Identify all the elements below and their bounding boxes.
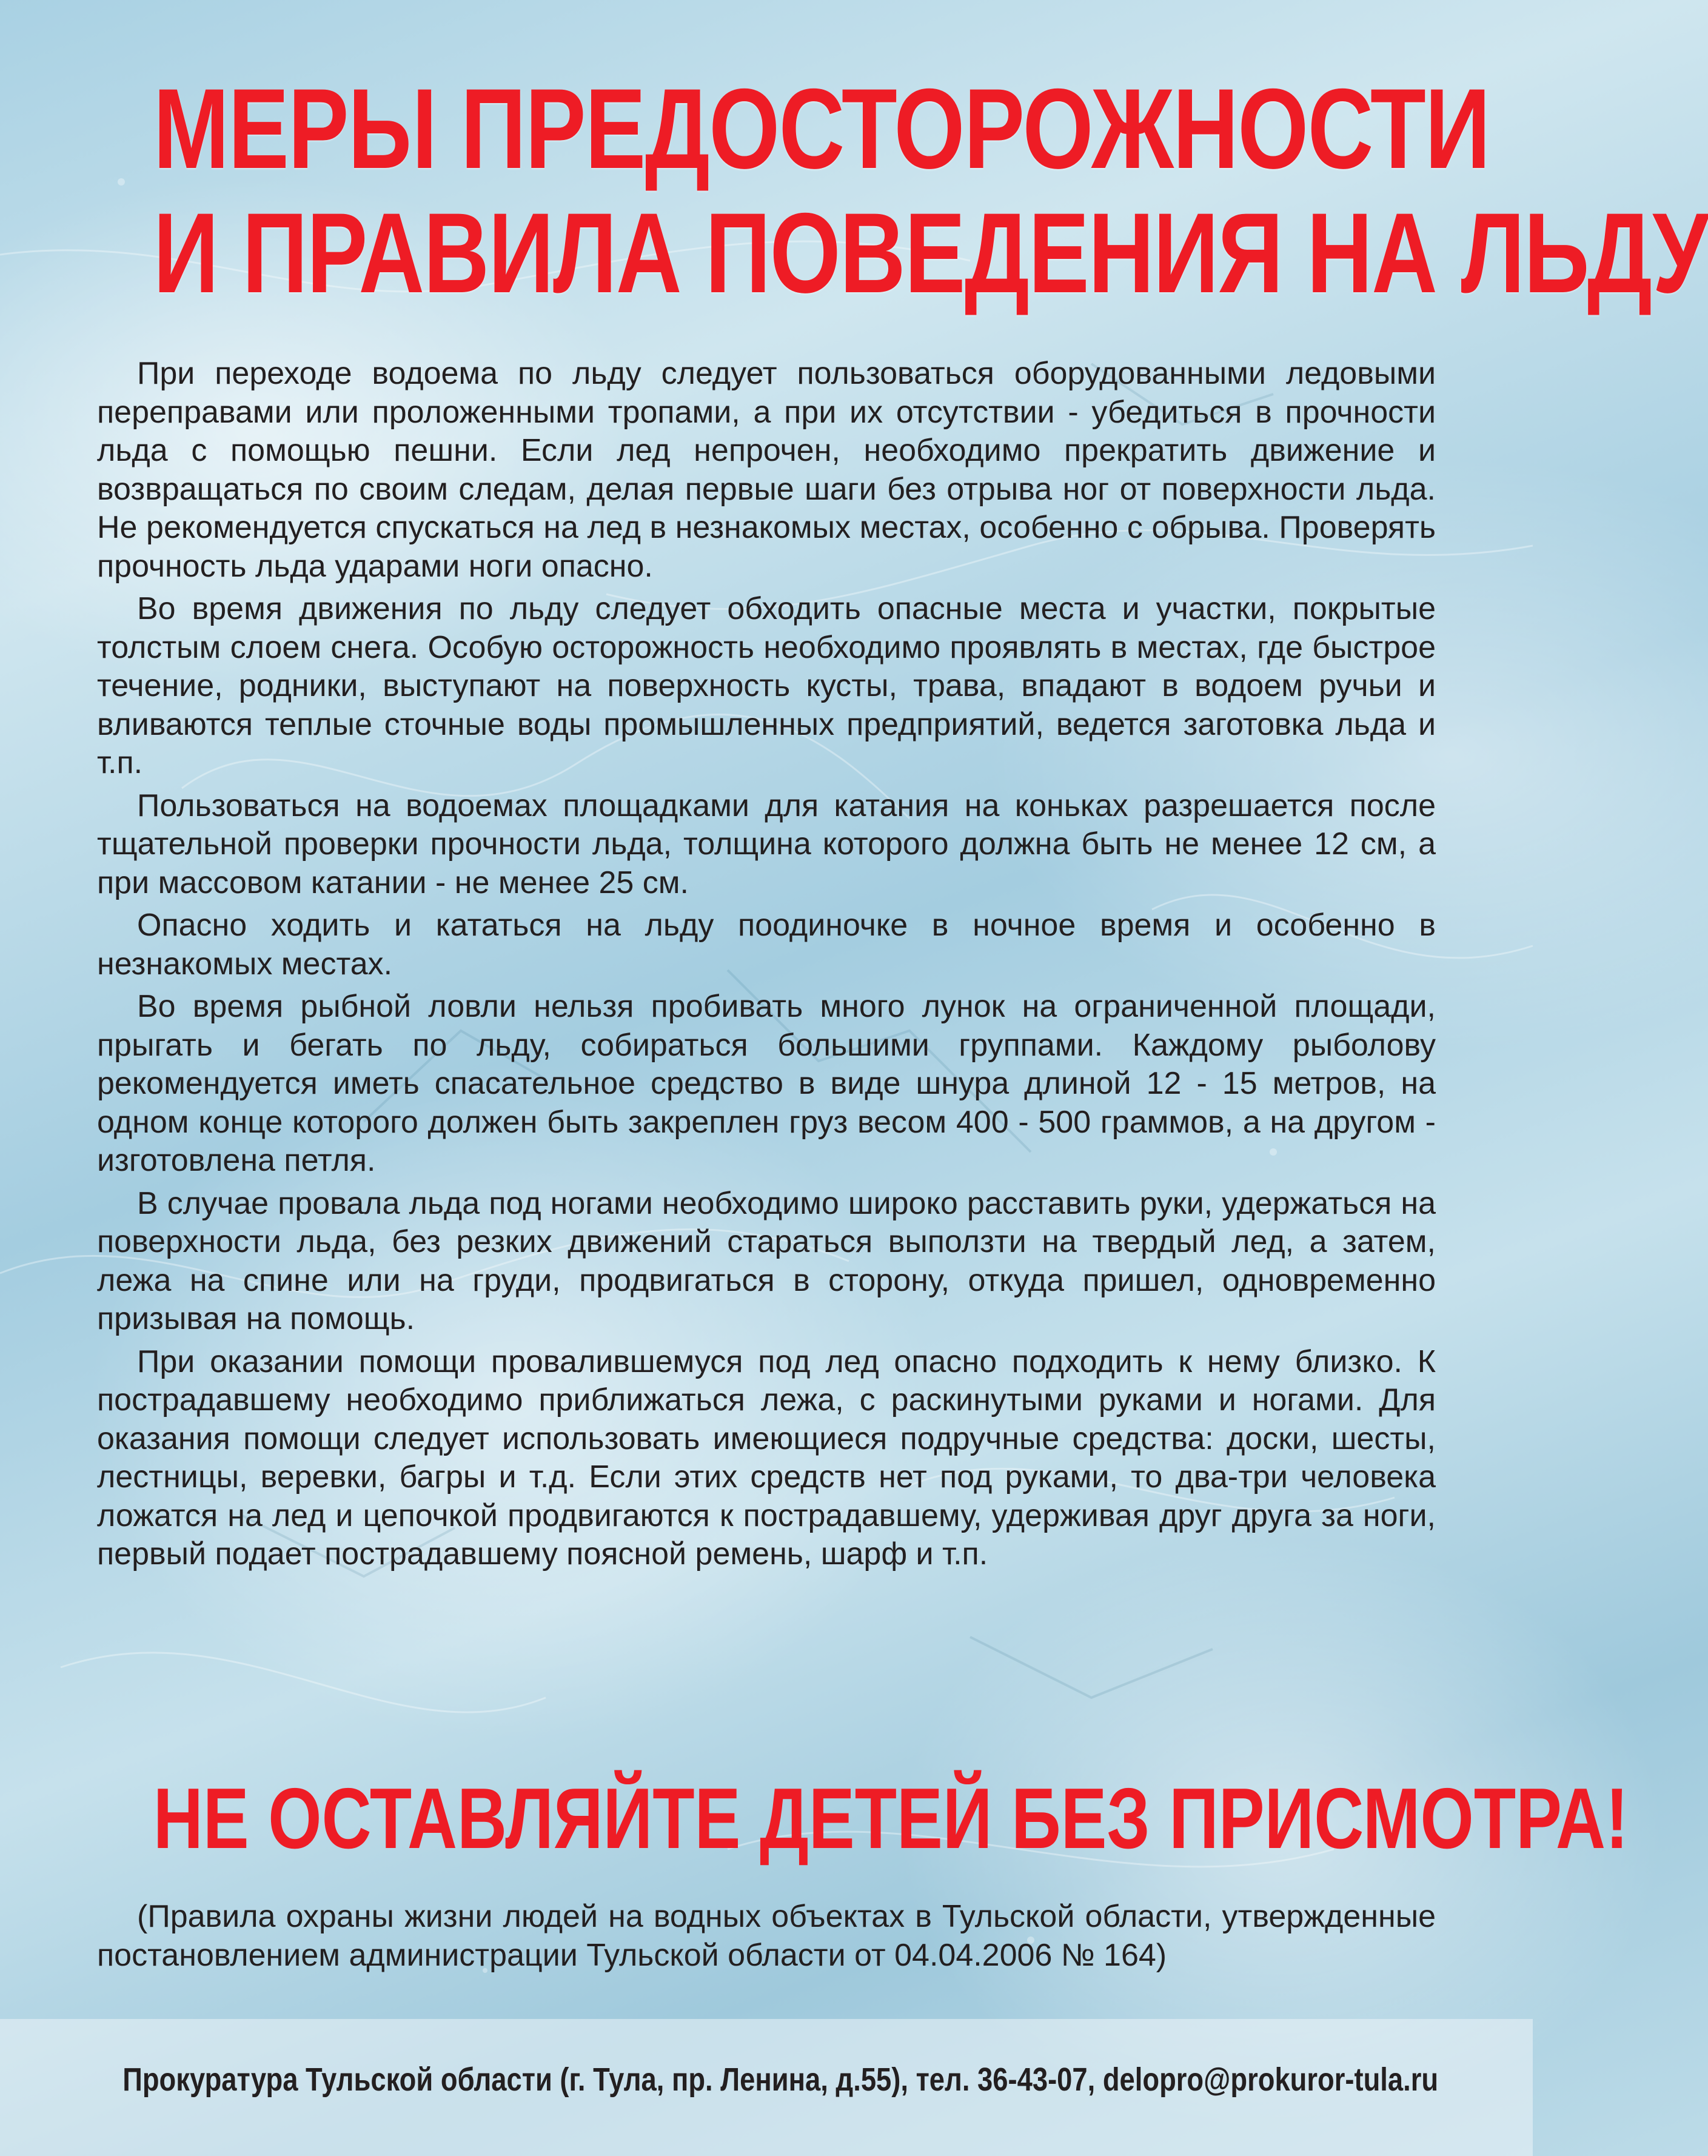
paragraph-alone: Опасно ходить и кататься на льду поодиночке в ночное время и особенно в незнакомых местах. [97,908,1436,982]
paragraph-crossing: При переходе водоема по льду следует пользоваться оборудованными ледовыми переправами или проложенными тропами, а при их отсутствии - убедиться в прочности льда с помощью пешни. Если лед непрочен, необходимо прекратить движение и возвращаться по своим следам, делая первые шаги без отрыва ног от поверхности льда. Не рекомендуется спускаться на лед в незнакомых местах, особенно с обрыва. Проверять прочность льда ударами ноги опасно. [97,356,1436,584]
paragraph-rescue: При оказании помощи провалившемуся под лед опасно подходить к нему близко. К пострадавшему необходимо приближаться лежа, с раскинутыми руками и ногами. Для оказания помощи следует использовать имеющиеся подручные средства: доски, шесты, лестницы, веревки, багры и т.д. Если этих средств нет под руками, то два-три человека ложатся на лед и цепочкой продвигаются к пострадавшему, удерживая друг друга за ноги, первый подает пострадавшему поясной ремень, шарф и т.п. [97,1344,1436,1572]
paragraph-movement: Во время движения по льду следует обходить опасные места и участки, покрытые толстым слоем снега. Особую осторожность необходимо проявлять в местах, где быстрое течение, родники, выступают на поверхность кусты, трава, впадают в водоем ручьи и вливаются теплые сточные воды промышленных предприятий, ведется заготовка льда и т.п. [97,591,1436,780]
rules-text [97,355,1436,1578]
title-line-1: МЕРЫ ПРЕДОСТОРОЖНОСТИ [153,65,1490,192]
title-line-2: И ПРАВИЛА ПОВЕДЕНИЯ НА ЛЬДУ [153,189,1708,316]
children-warning: НЕ ОСТАВЛЯЙТЕ ДЕТЕЙ БЕЗ ПРИСМОТРА! [153,1770,1629,1867]
page-title [153,65,1708,316]
paragraph-fishing: Во время рыбной ловли нельзя пробивать много лунок на ограниченной площади, прыгать и бегать по льду, собираться большими группами. Каждому рыболову рекомендуется иметь спасательное средство в виде шнура длиной 12 - 15 метров, на одном конце которого должен быть закреплен груз весом 400 - 500 граммов, а на другом - изготовлена петля. [97,989,1436,1178]
legal-reference: (Правила охраны жизни людей на водных объектах в Тульской области, утвержденные постановлением администрации Тульской области от 04.04.2006 № 164) [97,1899,1436,1973]
paragraph-skating: Пользоваться на водоемах площадками для катания на коньках разрешается после тщательной проверки прочности льда, толщина которого должна быть не менее 12 см, а при массовом катании - не менее 25 см. [97,788,1436,900]
footer-contacts: Прокуратура Тульской области (г. Тула, пр. Ленина, д.55), тел. 36-43-07, delopro@prokuror-tula.ru [122,2061,1439,2098]
paragraph-ice-break: В случае провала льда под ногами необходимо широко расставить руки, удержаться на поверхности льда, без резких движений стараться выползти на твердый лед, а затем, лежа на спине или на груди, продвигаться в сторону, откуда пришел, одновременно призывая на помощь. [97,1185,1436,1336]
